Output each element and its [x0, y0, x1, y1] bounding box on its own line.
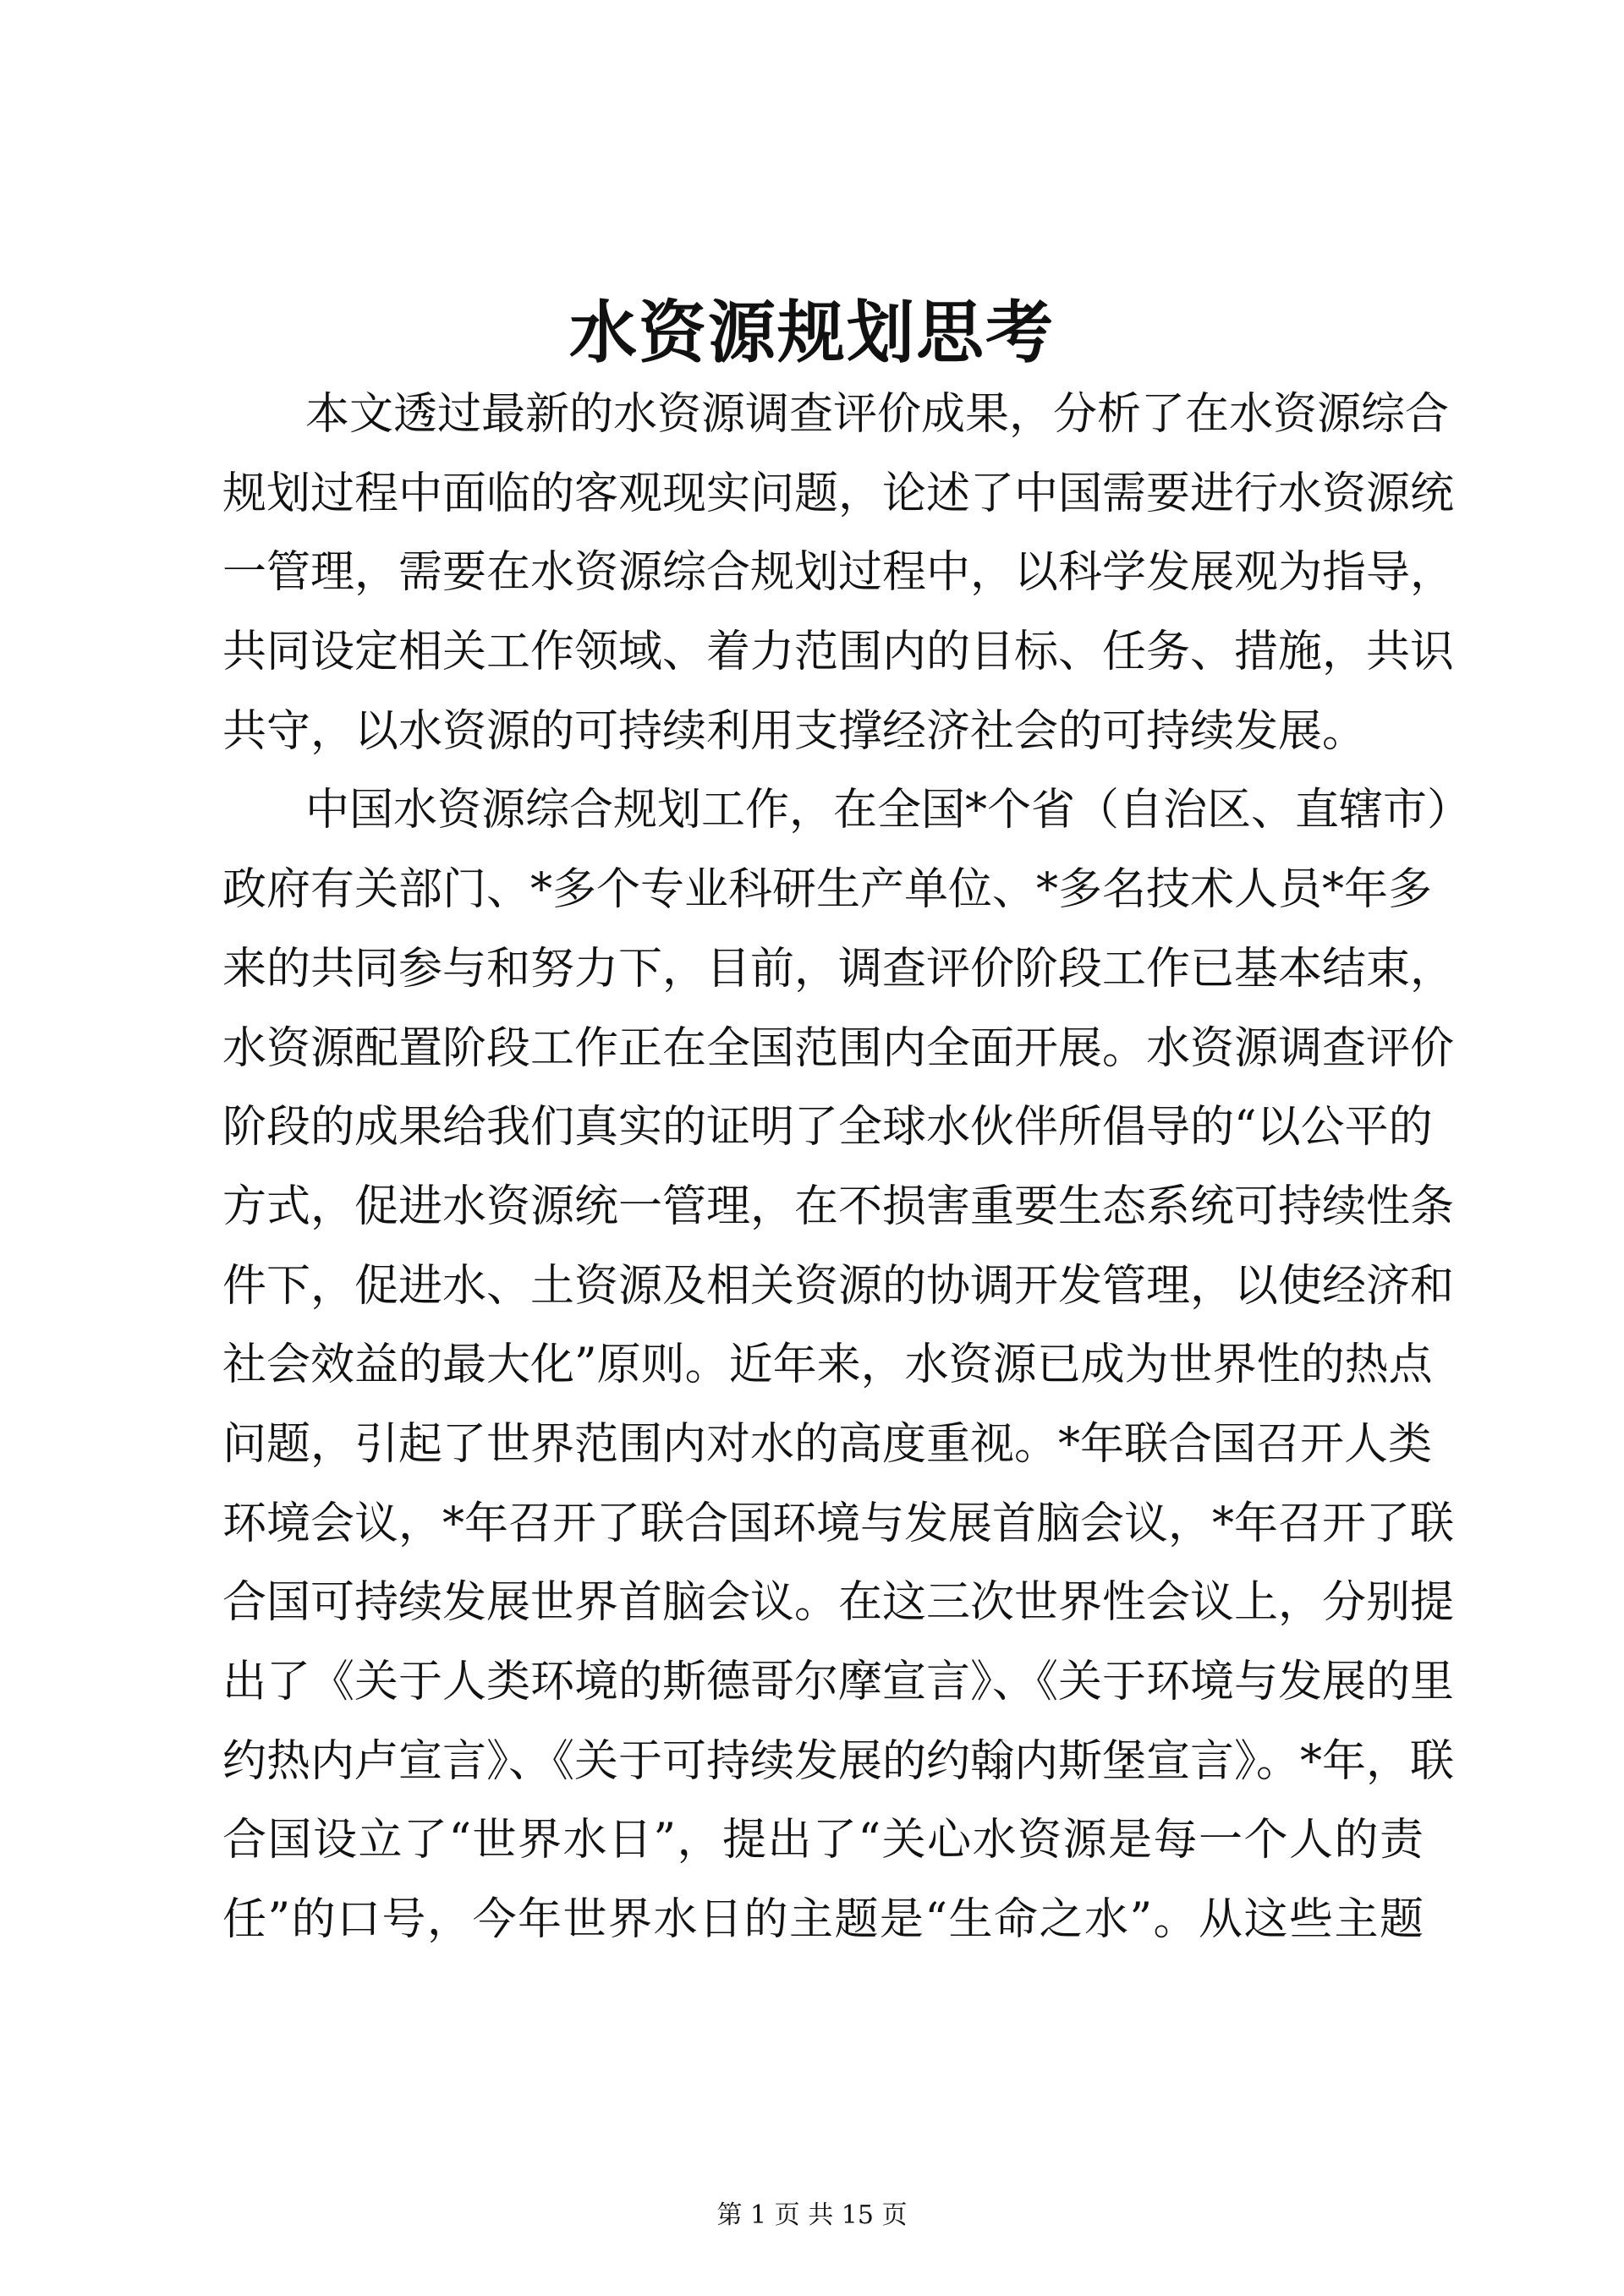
paragraph [222, 771, 1472, 1959]
text-line: 规划过程中面临的客观现实问题，论述了中国需要进行水资源统 [222, 468, 1455, 519]
text-line: 任”的口号，今年世界水日的主题是“生命之水”。从这些主题 [222, 1894, 1424, 1946]
text-line: 出了《关于人类环境的斯德哥尔摩宣言》、《关于环境与发展的里 [222, 1657, 1455, 1707]
text-line: 中国水资源综合规划工作，在全国*个省（自治区、直辖市） [305, 785, 1472, 836]
text-line: 合国可持续发展世界首脑会议。在这三次世界性会议上，分别提 [222, 1577, 1455, 1629]
text-line: 水资源配置阶段工作正在全国范围内全面开展。水资源调查评价 [222, 1022, 1455, 1074]
text-line: 共守，以水资源的可持续利用支撑经济社会的可持续发展。 [222, 705, 1367, 757]
document-title: 水资源规划思考 [569, 293, 1055, 372]
document-body [222, 375, 1472, 1960]
text-line: 社会效益的最大化”原则。近年来，水资源已成为世界性的热点 [222, 1340, 1433, 1391]
text-line: 政府有关部门、*多个专业科研生产单位、*多名技术人员*年多 [222, 864, 1433, 916]
text-line: 方式，促进水资源统一管理，在不损害重要生态系统可持续性条 [222, 1181, 1455, 1232]
text-line: 本文透过最新的水资源调查评价成果，分析了在水资源综合 [305, 389, 1450, 440]
text-line: 问题，引起了世界范围内对水的高度重视。*年联合国召开人类 [222, 1418, 1433, 1470]
text-line: 来的共同参与和努力下，目前，调查评价阶段工作已基本结束， [222, 943, 1455, 995]
text-line: 阶段的成果给我们真实的证明了全球水伙伴所倡导的“以公平的 [222, 1102, 1433, 1153]
text-line: 一管理，需要在水资源综合规划过程中，以科学发展观为指导， [222, 547, 1455, 599]
text-line: 共同设定相关工作领域、着力范围内的目标、任务、措施，共识 [222, 627, 1455, 678]
text-line: 合国设立了“世界水日”，提出了“关心水资源是每一个人的责 [222, 1815, 1424, 1866]
text-line: 约热内卢宣言》、《关于可持续发展的约翰内斯堡宣言》。*年，联 [222, 1735, 1455, 1787]
text-line: 件下，促进水、土资源及相关资源的协调开发管理，以使经济和 [222, 1260, 1455, 1312]
paragraph [222, 375, 1455, 771]
text-line: 环境会议，*年召开了联合国环境与发展首脑会议，*年召开了联 [222, 1498, 1455, 1549]
page-indicator: 第 1 页 共 15 页 [716, 2200, 908, 2230]
